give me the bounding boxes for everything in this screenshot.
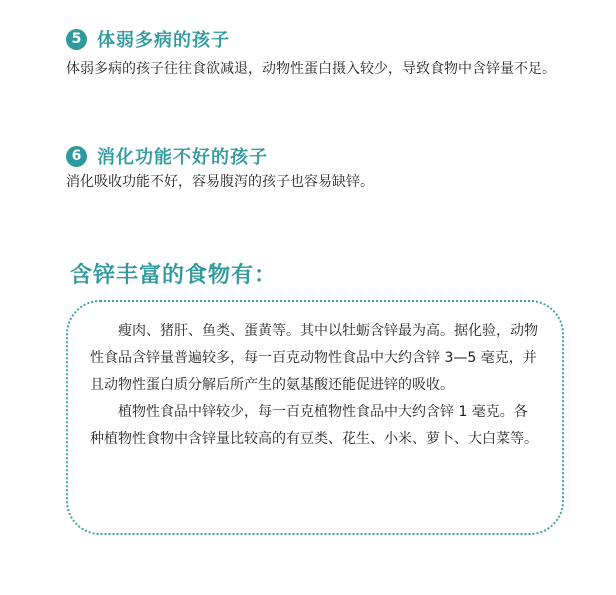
section-header: [66, 143, 586, 169]
section-title: 消化功能不好的孩子: [97, 147, 268, 168]
section-body: 体弱多病的孩子往往食欲减退，动物性蛋白摄入较少，导致食物中含锌量不足。: [66, 61, 556, 77]
zinc-foods-paragraph-plant: 植物性食品中锌较少，每一百克植物性食品中大约含锌 1 毫克。各种植物性食物中含锌量比较高的有豆类、花生、小米、萝卜、大白菜等。: [90, 404, 538, 447]
number-badge-5: 5: [66, 29, 87, 50]
zinc-foods-paragraph-animal: 瘦肉、猪肝、鱼类、蛋黄等。其中以牡蛎含锌最为高。据化验，动物性食品含锌量普遍较多，每一百克动物性食品中大约含锌 3—5 毫克，并且动物性蛋白质分解后所产生的氨基酸还能促进锌的吸收。: [90, 323, 538, 393]
section-weak-children: [66, 26, 586, 83]
section-body: 消化吸收功能不好，容易腹泻的孩子也容易缺锌。: [66, 174, 374, 190]
zinc-foods-box: [66, 300, 564, 535]
number-badge-6: 6: [66, 146, 87, 167]
section-poor-digestion-children: [66, 143, 586, 196]
zinc-foods-title: 含锌丰富的食物有：: [70, 263, 278, 288]
section-header: [66, 26, 586, 52]
section-title: 体弱多病的孩子: [97, 30, 230, 51]
